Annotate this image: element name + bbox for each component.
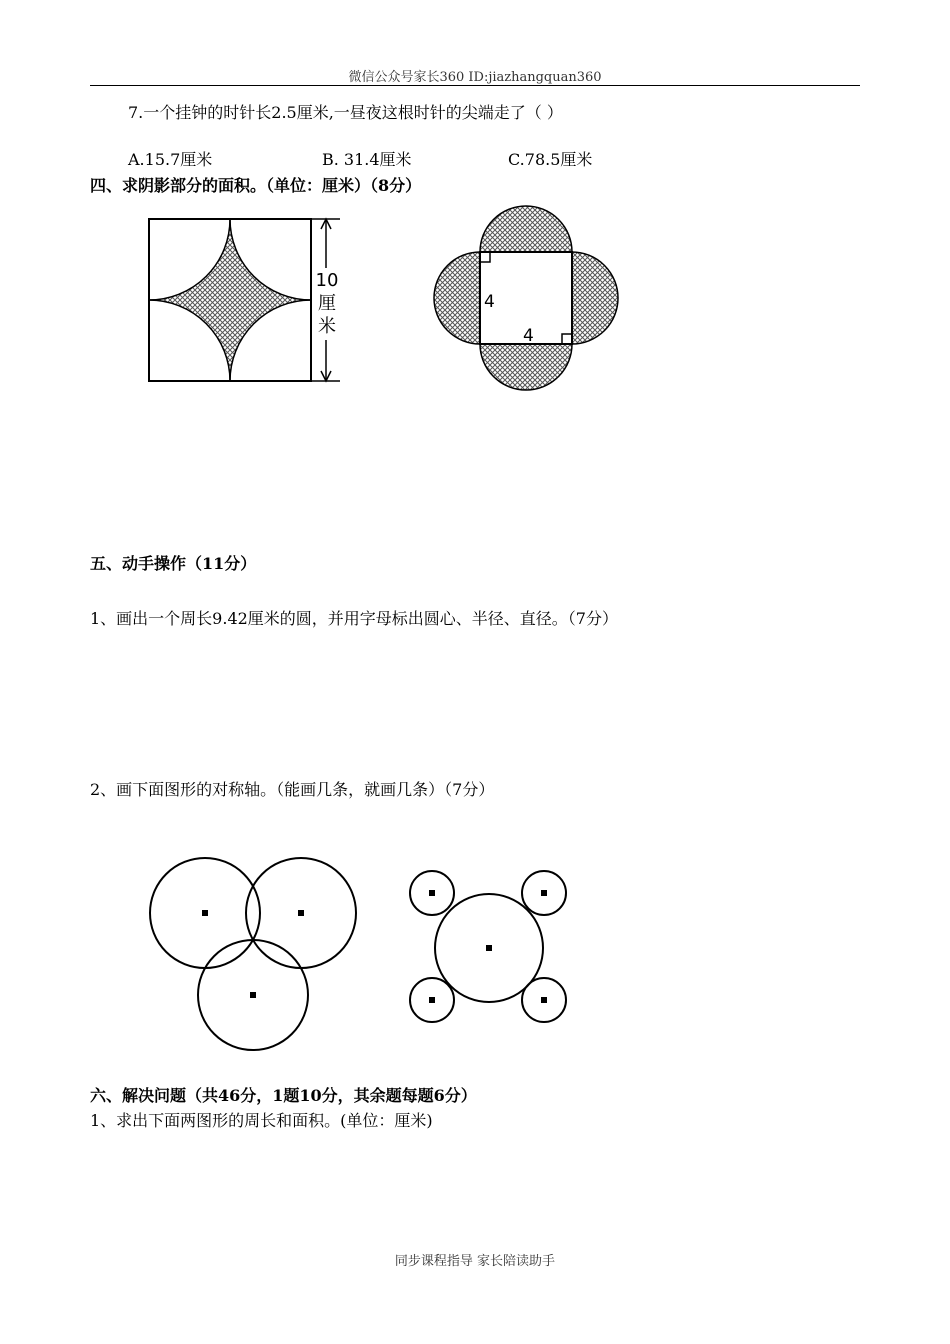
figure-five-circles xyxy=(400,865,580,1030)
section-5-question-1: 1、画出一个周长9.42厘米的圆，并用字母标出圆心、半径、直径。（7分） xyxy=(90,609,618,628)
dimension-number: 10 xyxy=(315,270,339,291)
semicircle-bottom xyxy=(480,344,572,390)
page-footer: 同步课程指导 家长陪读助手 xyxy=(394,1254,556,1269)
header-rule xyxy=(90,85,860,86)
center-dot-bottom-right xyxy=(541,997,547,1003)
center-dot-bottom-left xyxy=(429,997,435,1003)
figure-square-semicircles xyxy=(425,200,631,396)
page-header: 微信公众号家长360 ID:jiazhangquan360 xyxy=(348,70,602,85)
section-5-question-2: 2、画下面图形的对称轴。（能画几条，就画几条）（7分） xyxy=(90,780,495,799)
center-dot-left xyxy=(202,910,208,916)
figure-square-star xyxy=(140,210,350,390)
question-7-stem: 7.一个挂钟的时针长2.5厘米,一昼夜这根时针的尖端走了（ ） xyxy=(128,103,563,122)
side-label-bottom: 4 xyxy=(523,326,534,346)
center-dot-right xyxy=(298,910,304,916)
dimension-unit-1: 厘 xyxy=(318,293,336,314)
figure-three-circles xyxy=(140,850,370,1060)
question-7-option-b: B. 31.4厘米 xyxy=(322,150,412,169)
section-6-question-1: 1、求出下面两图形的周长和面积。(单位：厘米) xyxy=(90,1111,433,1130)
question-7-option-c: C.78.5厘米 xyxy=(508,150,593,169)
semicircle-top xyxy=(480,206,572,252)
question-7-option-a: A.15.7厘米 xyxy=(128,150,213,169)
section-5-title: 五、动手操作（11分） xyxy=(90,554,257,573)
semicircle-right xyxy=(572,252,618,344)
center-dot-top-right xyxy=(541,890,547,896)
section-6-title: 六、解决问题（共46分，1题10分，其余题每题6分） xyxy=(90,1086,477,1105)
section-4-title: 四、求阴影部分的面积。（单位：厘米）（8分） xyxy=(90,176,422,195)
side-label-left: 4 xyxy=(484,292,495,312)
center-dot-large xyxy=(486,945,492,951)
center-dot-bottom xyxy=(250,992,256,998)
center-dot-top-left xyxy=(429,890,435,896)
semicircle-left xyxy=(434,252,480,344)
dimension-unit-2: 米 xyxy=(318,316,336,337)
